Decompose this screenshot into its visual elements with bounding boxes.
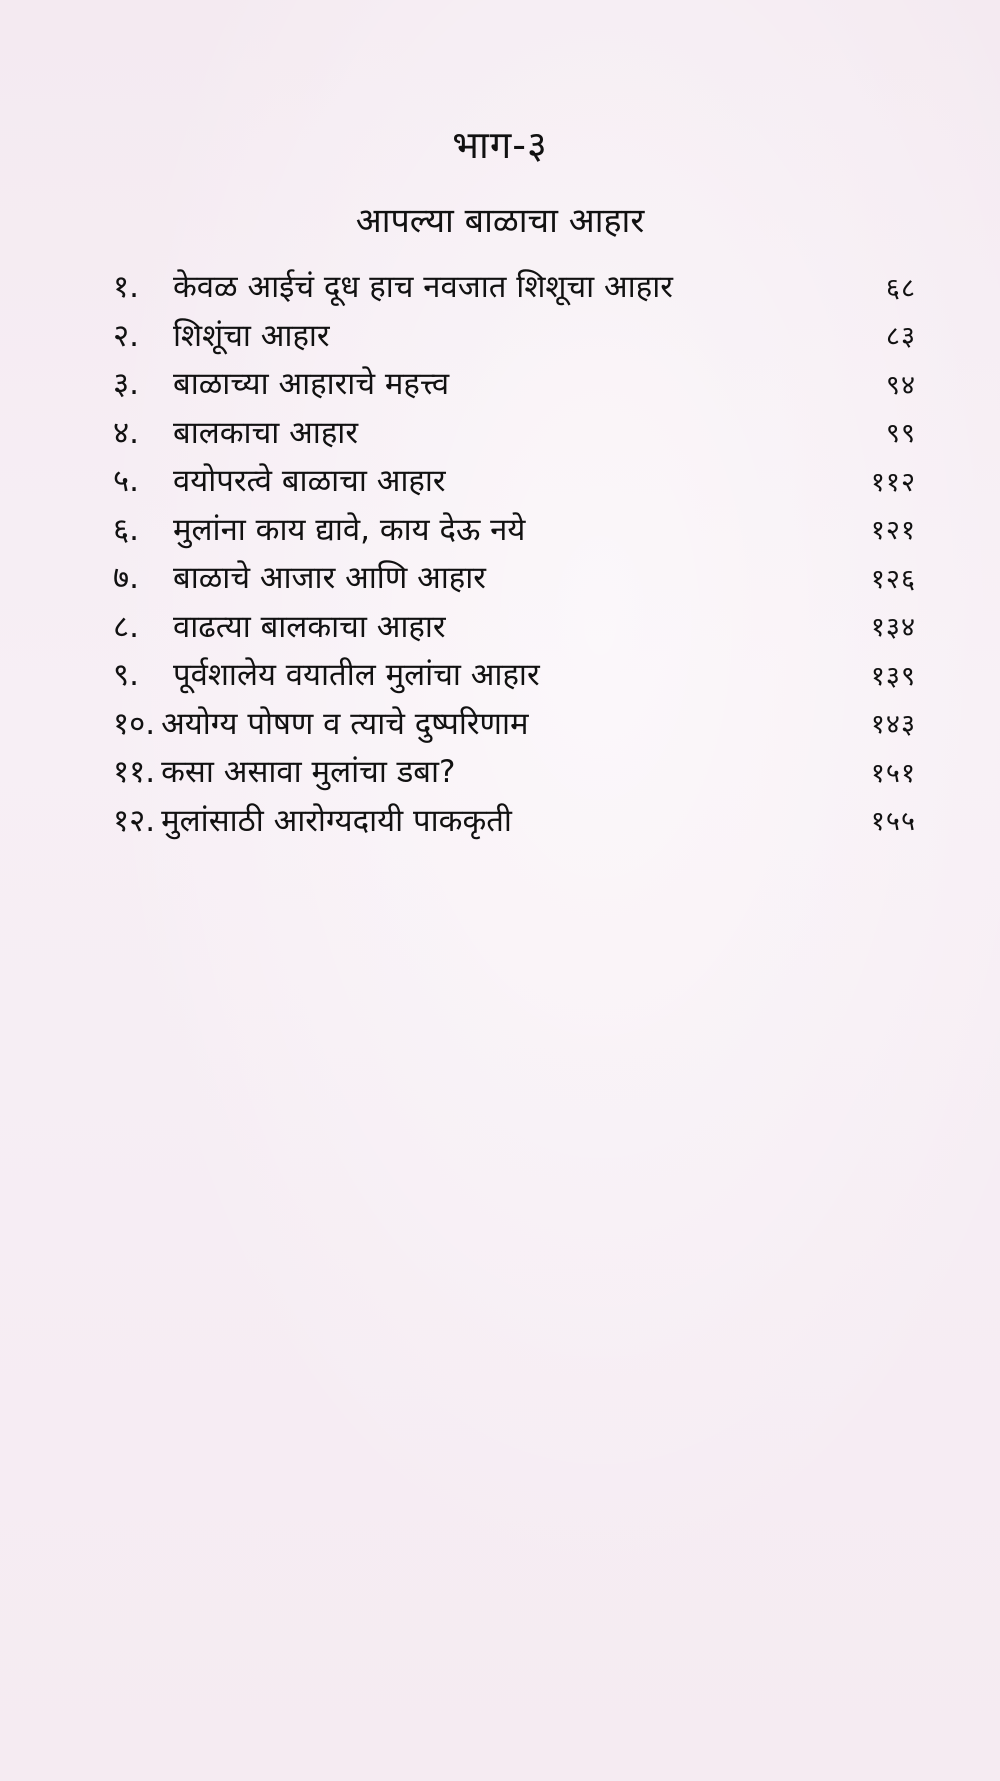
toc-entry-page: ६८: [885, 272, 916, 304]
toc-entry-title: मुलांसाठी आरोग्यदायी पाककृती: [161, 802, 512, 839]
toc-entry-6: [113, 505, 916, 554]
toc-entry-number: १०.: [113, 705, 156, 742]
toc-entry-page: १२१: [870, 515, 916, 547]
toc-entry-2: [113, 311, 916, 360]
toc-entry-3: [113, 359, 916, 408]
toc-entry-page: १४३: [870, 709, 916, 741]
toc-entry-title: कसा असावा मुलांचा डबा?: [161, 754, 456, 791]
toc-entry-10: [113, 699, 916, 748]
toc-entry-page: १२६: [870, 563, 916, 595]
toc-entry-title: बालकाचा आहार: [173, 414, 359, 451]
toc-entry-number: ४.: [113, 414, 139, 451]
toc-entry-page: १३९: [870, 660, 916, 692]
table-of-contents: [113, 262, 916, 844]
toc-entry-number: १२.: [113, 802, 156, 839]
toc-entry-number: ११.: [113, 754, 156, 791]
toc-entry-title: बाळाचे आजार आणि आहार: [173, 560, 486, 597]
toc-entry-8: [113, 602, 916, 651]
part-title: भाग-३: [452, 123, 548, 167]
toc-entry-title: शिशूंचा आहार: [173, 317, 330, 354]
toc-entry-4: [113, 408, 916, 457]
toc-entry-title: केवळ आईचं दूध हाच नवजात शिशूचा आहार: [173, 269, 673, 306]
toc-entry-title: अयोग्य पोषण व त्याचे दुष्परिणाम: [161, 705, 529, 742]
toc-entry-9: [113, 650, 916, 699]
toc-entry-5: [113, 456, 916, 505]
section-title: आपल्या बाळाचा आहार: [355, 201, 645, 241]
toc-entry-page: १५१: [870, 757, 916, 789]
toc-entry-number: २.: [113, 317, 139, 354]
toc-entry-page: ८३: [885, 321, 916, 353]
toc-entry-page: ११२: [870, 466, 916, 498]
toc-entry-12: [113, 796, 916, 845]
toc-entry-page: १३४: [870, 612, 916, 644]
toc-entry-page: १५५: [870, 806, 916, 838]
toc-entry-number: ८.: [113, 608, 139, 645]
toc-entry-number: ९.: [113, 657, 139, 694]
toc-entry-title: वयोपरत्वे बाळाचा आहार: [173, 463, 446, 500]
toc-entry-11: [113, 747, 916, 796]
toc-entry-number: ७.: [113, 560, 139, 597]
toc-entry-7: [113, 553, 916, 602]
toc-entry-number: ५.: [113, 463, 139, 500]
toc-entry-title: पूर्वशालेय वयातील मुलांचा आहार: [173, 657, 540, 694]
toc-entry-title: मुलांना काय द्यावे, काय देऊ नये: [173, 511, 526, 548]
toc-entry-title: वाढत्या बालकाचा आहार: [173, 608, 446, 645]
toc-entry-number: ६.: [113, 511, 139, 548]
toc-entry-page: ९४: [885, 369, 916, 401]
toc-entry-1: [113, 262, 916, 311]
toc-entry-number: ३.: [113, 366, 139, 403]
toc-entry-page: ९९: [885, 418, 916, 450]
toc-entry-title: बाळाच्या आहाराचे महत्त्व: [173, 366, 450, 403]
toc-entry-number: १.: [113, 269, 139, 306]
